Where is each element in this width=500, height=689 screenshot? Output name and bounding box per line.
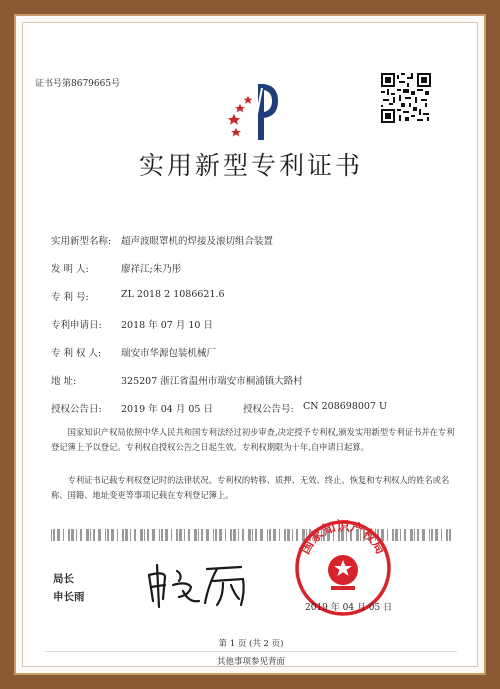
seal-text: 国家知识产权局 xyxy=(297,519,389,557)
svg-text:国家知识产权局 xyxy=(297,518,388,556)
field-label-address: 地 址: xyxy=(51,376,77,387)
field-value-address: 325207 浙江省温州市瑞安市桐浦镇大路村 xyxy=(121,376,303,387)
director-signature-icon xyxy=(143,561,253,611)
field-label-application-date: 专利申请日: xyxy=(51,320,102,331)
grant-number-label: 授权公告号: xyxy=(243,404,294,415)
director-name: 申长雨 xyxy=(53,591,85,603)
page-number: 第 1 页 (共 2 页) xyxy=(218,639,284,649)
grant-date-value: 2019 年 04 月 05 日 xyxy=(121,404,213,415)
field-label-patent-number: 专 利 号: xyxy=(51,292,89,303)
field-label-utility-name: 实用新型名称: xyxy=(51,236,112,247)
field-value-patentee: 瑞安市华源包装机械厂 xyxy=(121,348,217,359)
grant-number-value: CN 208698007 U xyxy=(303,401,388,412)
cnipa-logo-icon xyxy=(228,78,284,142)
director-title: 局长 xyxy=(53,573,74,585)
field-value-utility-name: 超声波眼罩机的焊接及滚切组合装置 xyxy=(121,236,274,247)
certificate-paper xyxy=(22,22,478,667)
field-label-inventor: 发 明 人: xyxy=(51,264,89,275)
footer-note: 其他事项参见背面 xyxy=(216,657,285,667)
statement-paragraph-1: 国家知识产权局依照中华人民共和国专利法经过初步审查,决定授予专利权,颁发实用新型专利证书并在专利登记簿上予以登记。专利权自授权公告之日起生效。专利权期限为十年,自申请日起算。 xyxy=(51,427,455,452)
grant-date-label: 授权公告日: xyxy=(51,404,102,415)
statement-paragraph-2: 专利证书记载专利权登记时的法律状况。专利权的转移、质押、无效、终止、恢复和专利权人的姓名或名称、国籍、地址变更等事项记载在专利登记簿上。 xyxy=(51,475,450,500)
field-value-patent-number: ZL 2018 2 1086621.6 xyxy=(121,289,225,300)
certificate-title: 实用新型专利证书 xyxy=(138,151,363,180)
footer-divider xyxy=(45,651,457,652)
qr-code-icon xyxy=(381,73,431,123)
seal-date: 2019 年 04 月 05 日 xyxy=(305,603,393,613)
field-label-patentee: 专 利 权 人: xyxy=(51,348,102,359)
certificate-number: 证书号第8679665号 xyxy=(35,79,121,89)
field-value-application-date: 2018 年 07 月 10 日 xyxy=(121,320,213,331)
field-value-inventor: 廖祥江;朱乃彤 xyxy=(121,264,182,275)
